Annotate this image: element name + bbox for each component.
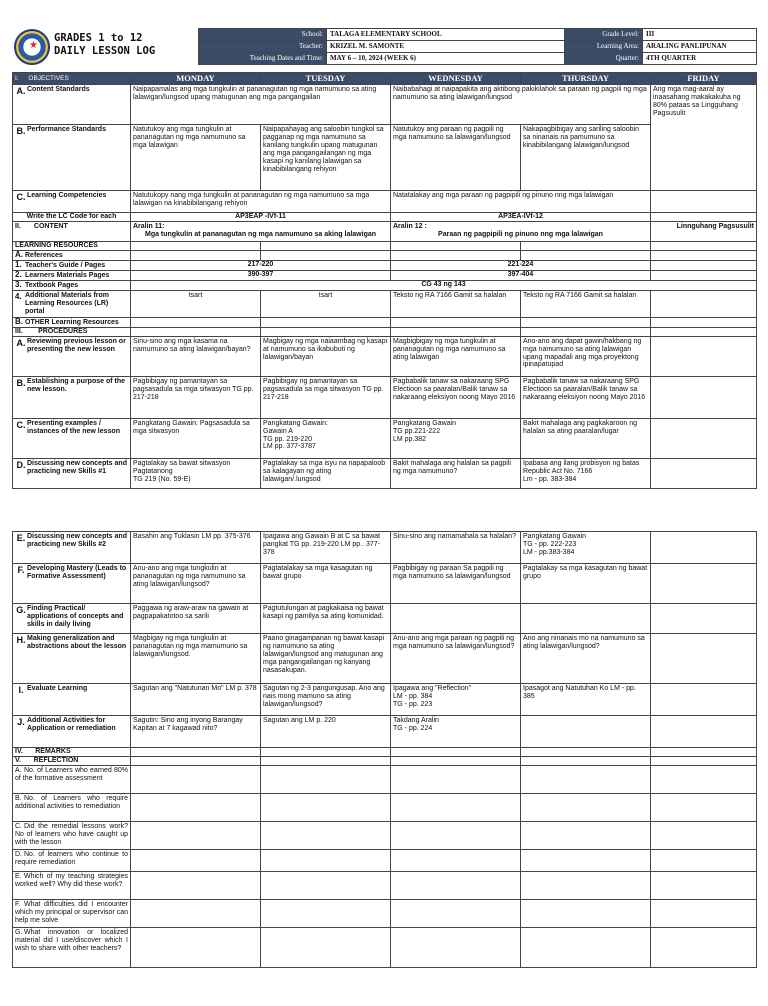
cell: Pagbibigay ng paraan Sa pagpili ng mga namumuno sa lalawigan/lungsod <box>391 564 521 604</box>
cell <box>131 327 261 336</box>
cell <box>521 794 651 822</box>
cell <box>651 604 757 634</box>
info-table <box>198 28 757 65</box>
cell: Naipapamalas ang mga tungkulin at pananagutan ng mga namumuno sa ating lalawigan/lungsod upang matugunan ang mga pangangailan <box>131 85 391 125</box>
cell <box>521 766 651 794</box>
reflection-d-row <box>13 850 757 872</box>
cell: AP3EA-IVf-12 <box>391 213 651 222</box>
row-label: 2. Learners Materials Pages <box>13 271 131 281</box>
cell <box>651 327 757 336</box>
school-label: School: <box>199 29 327 41</box>
procedures-row <box>13 327 757 336</box>
day-wednesday: WEDNESDAY <box>391 73 521 85</box>
row-label: J. Additional Activities for Application or remediation <box>13 716 131 748</box>
teacher-label: Teacher: <box>199 41 327 53</box>
cell: Natutukoy ang paraan ng pagpili ng mga namumuno sa lalawigan/lungsod <box>391 125 521 191</box>
cell <box>651 564 757 604</box>
cell: Bakit mahalaga ang halalan sa pagpili ng mga namumuno? <box>391 458 521 488</box>
row-label: IV. REMARKS <box>13 748 131 757</box>
cell <box>651 376 757 418</box>
additional-materials-row <box>13 291 757 318</box>
row-label: H. Making generalization and abstractions about the lesson <box>13 634 131 684</box>
cell: Pagtalakay sa mga kasagutan ng bawat grupo <box>521 564 651 604</box>
cell <box>651 271 757 281</box>
document-title: GRADES 1 to 12 DAILY LESSON LOG <box>54 32 156 57</box>
school-value: TALAGA ELEMENTARY SCHOOL <box>327 29 565 41</box>
cell: Sinu-sino ang mga kasama na namumuno sa ating lalawigan/bayan? <box>131 336 261 376</box>
references-row <box>13 251 757 261</box>
cell: Pangkatang Gawain TG pp.221-222 LM pp.382 <box>391 418 521 458</box>
row-label: B. No. of Learners who require additional activities to remediation <box>13 794 131 822</box>
cell: Sagutin: Sino ang inyong Barangay Kapitan at 7 kagawad nito? <box>131 716 261 748</box>
grade-label: Grade Level: <box>565 29 643 41</box>
row-label: G.Finding Practical/ applications of concepts and skills in daily living <box>13 604 131 634</box>
cell: 221-224 <box>391 261 651 271</box>
cell <box>521 242 651 251</box>
cell: Pagtutulungan at pagkakaisa ng bawat kasapi ng pamilya sa ating komunidad. <box>261 604 391 634</box>
teacher-value: KRIZEL M. SAMONTE <box>327 41 565 53</box>
cell: Pagbibigay ng pamantayan sa pagsasadula sa mga sitwasyon TG pp. 217-218 <box>261 376 391 418</box>
quarter-label: Quarter: <box>565 53 643 65</box>
row-label: 4. Additional Materials from Learning Resources (LR) portal <box>13 291 131 318</box>
cell: Pangkatang Gawain: Pagsasadula sa mga sitwasyon <box>131 418 261 458</box>
cell <box>651 748 757 757</box>
cell: Naibabahagi at naipapakita ang aktibong pakikilahok sa paraan ng pagpili ng mga namumuno sa ating lalawigan/lungsod <box>391 85 651 125</box>
cell: Natutukopy nang mga tungkulin at pananagutan ng mga namumuno sa mga lalawigan na kinabibilangang rehiyon <box>131 191 391 213</box>
dates-value: MAY 6 – 10, 2024 (WEEK 6) <box>327 53 565 65</box>
cell: Ano ang ninanais mo na namumuno sa ating lalawigan/lungsod? <box>521 634 651 684</box>
cell <box>521 716 651 748</box>
cell <box>391 604 521 634</box>
dates-label: Teaching Dates and Time: <box>199 53 327 65</box>
cell <box>521 822 651 850</box>
row-label: B. Establishing a purpose of the new lesson. <box>13 376 131 418</box>
cell <box>651 822 757 850</box>
row-label: II. CONTENT <box>13 222 131 242</box>
day-monday: MONDAY <box>131 73 261 85</box>
cell <box>391 794 521 822</box>
row-label: C. Presenting examples / instances of the new lesson <box>13 418 131 458</box>
cell: Nakapagbibigay ang sariling saloobin sa ninanais na pamumuno sa kinabibilangang lalawigan/lungsod <box>521 125 651 191</box>
cell <box>131 822 261 850</box>
content-standards-row <box>13 85 757 125</box>
cell <box>521 928 651 968</box>
cell: Ipagawa ang Gawain B at C sa bawat pangkat TG pp. 219-220 LM pp.. 377-378 <box>261 532 391 564</box>
cell <box>521 317 651 327</box>
cell <box>651 872 757 900</box>
lesson-log-table-1 <box>12 72 757 489</box>
cell: Pagtalakay sa mga isyu na napapaloob sa kalagayan ng ating lalawigan/.lungsod <box>261 458 391 488</box>
cell: Sagutan ang LM p. 220 <box>261 716 391 748</box>
cell <box>261 242 391 251</box>
teachers-guide-row <box>13 261 757 271</box>
cell <box>131 794 261 822</box>
cell: tsart <box>261 291 391 318</box>
cell <box>261 822 391 850</box>
reflection-e-row <box>13 872 757 900</box>
procedure-e-row <box>13 532 757 564</box>
procedure-j-row <box>13 716 757 748</box>
cell <box>131 900 261 928</box>
cell <box>651 291 757 318</box>
cell: Sagutan ng 2-3 pangungusap. Ano ang nais mong mamuno sa ating lalawigan/lungsod? <box>261 684 391 716</box>
procedure-g-row <box>13 604 757 634</box>
cell: Magbigay ng mga naiaambag ng kasapi at namumuno sa ikabubuti ng lalawigan/bayan <box>261 336 391 376</box>
cell <box>651 336 757 376</box>
cell <box>651 928 757 968</box>
cell: Ipagawa ang "Reflection" LM - pp. 384 TG - pp. 223 <box>391 684 521 716</box>
cell: Paano ginagampanan ng bawat kasapi ng namumuno sa ating lalawigan/lungsod ang matugunan ang mga pangangailangan ng kanyang nasasakupan. <box>261 634 391 684</box>
cell: Naipapahayag ang saloobin tungkol sa pagganap ng mga namumuno sa kanilang tungkulin upang matugunan ang mga pangangailangan ng mga kasapi ng kanilang lalawigan sa kinabibilangang rehiyon <box>261 125 391 191</box>
learning-resources-row <box>13 242 757 251</box>
cell <box>521 604 651 634</box>
cell <box>391 900 521 928</box>
cell <box>521 327 651 336</box>
cell: Linnguhang Pagsusulit <box>651 222 757 242</box>
cell: CG 43 ng 143 <box>131 281 757 291</box>
cell: Pagbibigay ng pamantayan sa pagsasadula sa mga sitwasyon TG pp. 217-218 <box>131 376 261 418</box>
cell <box>261 766 391 794</box>
row-label: B. Performance Standards <box>13 125 131 191</box>
day-friday: FRIDAY <box>651 73 757 85</box>
procedure-f-row <box>13 564 757 604</box>
cell: Ipabasa ang ilang probisyon ng batas Republic Act No. 7166 Lm - pp. 383-384 <box>521 458 651 488</box>
row-label: E. Which of my teaching strategies worked well? Why did these work? <box>13 872 131 900</box>
day-thursday: THURSDAY <box>521 73 651 85</box>
cell <box>131 872 261 900</box>
lesson-log-table-2 <box>12 531 757 968</box>
row-label: Write the LC Code for each <box>13 213 131 222</box>
reflection-a-row <box>13 766 757 794</box>
row-label: V. REFLECTION <box>13 757 131 766</box>
cell: Teksto ng RA 7166 Gamit sa halalan <box>521 291 651 318</box>
cell <box>651 317 757 327</box>
row-label: F. Developing Mastery (Leads to Formative Assessment) <box>13 564 131 604</box>
row-label: A. No. of Learners who earned 80% of the formative assessment <box>13 766 131 794</box>
cell: Ang mga mag-aaral ay inaasahang makakakuha ng 80% pataas sa Lingguhang Pagsusulit <box>651 85 757 191</box>
row-label: G. What innovation or localized material did I use/discover which I wish to share with other teachers? <box>13 928 131 968</box>
quarter-value: 4TH QUARTER <box>643 53 757 65</box>
cell: Bakit mahalaga ang pagkakaroon ng halalan sa ating paaralan/lugar <box>521 418 651 458</box>
area-label: Learning Area: <box>565 41 643 53</box>
cell: 397-404 <box>391 271 651 281</box>
cell <box>651 634 757 684</box>
row-label: F. What difficulties did I encounter which my principal or supervisor can help me solve <box>13 900 131 928</box>
cell <box>261 757 391 766</box>
cell <box>391 872 521 900</box>
row-label: D. No. of learners who continue to require remediation <box>13 850 131 872</box>
cell <box>391 317 521 327</box>
cell <box>391 757 521 766</box>
row-label: I. Evaluate Learning <box>13 684 131 716</box>
cell: Pagtalakay sa bawat sitwasyon Pagtatanong TG 219 (No. 59-E) <box>131 458 261 488</box>
header <box>12 28 756 66</box>
cell: Pangkatang Gawain: Gawain A TG pp. 219-220 LM pp. 377-3787 <box>261 418 391 458</box>
cell <box>131 251 261 261</box>
cell <box>131 766 261 794</box>
cell: Pagtatalakay sa mga kasagutan ng bawat grupo <box>261 564 391 604</box>
cell: Sagutan ang "Natutunan Mo" LM p. 378 <box>131 684 261 716</box>
cell <box>651 418 757 458</box>
procedure-c-row <box>13 418 757 458</box>
procedure-b-row <box>13 376 757 418</box>
cell: Pagbabalik tanaw sa nakaraang SPG Electioon sa paaralan/Balik tanaw sa nakaraang eleksiyon noong Mayo 2016 <box>521 376 651 418</box>
row-label: 1. Teacher's Guide / Pages <box>13 261 131 271</box>
reflection-row <box>13 757 757 766</box>
cell: Basahin ang Tuklasin LM pp. 375-376 <box>131 532 261 564</box>
cell <box>261 794 391 822</box>
cell: Natutukoy ang mga tungkulin at pananagutan ng mga namumuno sa mga lalawigan <box>131 125 261 191</box>
cell: Sinu-sino ang namamahala sa halalan? <box>391 532 521 564</box>
row-label: III. PROCEDURES <box>13 327 131 336</box>
cell: Natatalakay ang mga paraan ng pagpipili ng pinuno nng mga lalawigan <box>391 191 651 213</box>
procedure-i-row <box>13 684 757 716</box>
other-resources-row <box>13 317 757 327</box>
cell <box>521 872 651 900</box>
remarks-row <box>13 748 757 757</box>
cell <box>521 757 651 766</box>
procedure-h-row <box>13 634 757 684</box>
lc-code-row <box>13 213 757 222</box>
row-label: A. References <box>13 251 131 261</box>
cell: 390-397 <box>131 271 391 281</box>
cell <box>391 748 521 757</box>
cell <box>131 928 261 968</box>
cell: Magbigbigay ng mga tungkulin at pananagutan ng mga namumuno sa ating lalawigan <box>391 336 521 376</box>
cell <box>651 213 757 222</box>
textbook-row <box>13 281 757 291</box>
cell <box>391 251 521 261</box>
cell <box>651 458 757 488</box>
cell <box>131 850 261 872</box>
cell <box>651 716 757 748</box>
cell <box>651 794 757 822</box>
row-label: E. Discussing new concepts and practicing new Skills #2 <box>13 532 131 564</box>
cell <box>261 850 391 872</box>
cell <box>651 684 757 716</box>
grade-value: III <box>643 29 757 41</box>
procedure-d-row <box>13 458 757 488</box>
cell <box>391 327 521 336</box>
cell <box>131 748 261 757</box>
cell: Anu-ano ang mga tungkulin at pananagutan ng mga namumuno sa ating lalawigan/lungsod? <box>131 564 261 604</box>
cell: Pangkatang Gawain TG - pp. 222-223 LM - pp.383-384 <box>521 532 651 564</box>
cell: 217-220 <box>131 261 391 271</box>
cell: Magbigay ng mga tungkulin at pananagutan ng mga mamumuno sa lalawigan/lungsod. <box>131 634 261 684</box>
cell: Takdang Aralin TG - pp. 224 <box>391 716 521 748</box>
cell <box>651 191 757 213</box>
cell <box>521 251 651 261</box>
cell: Anu-ano ang mga paraan ng pagpili ng mga namumuno sa lalawigan/lungsod? <box>391 634 521 684</box>
row-label: C. Did the remedial lessons work? No of learners who have caught up with the lesson <box>13 822 131 850</box>
reflection-g-row <box>13 928 757 968</box>
cell: Ipasagot ang Natutuhan Ko LM - pp. 385 <box>521 684 651 716</box>
cell: Teksto ng RA 7166 Gamit sa halalan <box>391 291 521 318</box>
cell <box>131 757 261 766</box>
cell <box>521 748 651 757</box>
cell <box>391 928 521 968</box>
cell <box>651 766 757 794</box>
row-label: 3. Textbook Pages <box>13 281 131 291</box>
cell <box>521 850 651 872</box>
row-label: A. Reviewing previous lesson or presenting the new lesson <box>13 336 131 376</box>
cell <box>651 850 757 872</box>
deped-seal-icon: ★ <box>14 29 50 65</box>
day-tuesday: TUESDAY <box>261 73 391 85</box>
cell <box>261 251 391 261</box>
cell: AP3EAP -IVf-11 <box>131 213 391 222</box>
learning-competencies-row <box>13 191 757 213</box>
cell <box>261 928 391 968</box>
cell <box>131 317 261 327</box>
cell: Paggawa ng araw-araw na gawain at pagpapakatotoo sa sarili <box>131 604 261 634</box>
cell <box>261 327 391 336</box>
cell <box>521 900 651 928</box>
objectives-header: I. OBJECTIVES <box>13 73 131 85</box>
cell <box>261 317 391 327</box>
cell <box>261 872 391 900</box>
content-row <box>13 222 757 242</box>
row-label: A. Content Standards <box>13 85 131 125</box>
cell: Aralin 12 : Paraan ng pagpipili ng pinuno nng mga lalawigan <box>391 222 651 242</box>
row-label: LEARNING RESOURCES <box>13 242 131 251</box>
cell <box>651 900 757 928</box>
cell <box>651 757 757 766</box>
procedure-a-row <box>13 336 757 376</box>
cell: Aralin 11: Mga tungkulin at pananagutan ng mga namumuno sa aking lalawigan <box>131 222 391 242</box>
area-value: ARALING PANLIPUNAN <box>643 41 757 53</box>
day-header-row <box>13 73 757 85</box>
cell: tsart <box>131 291 261 318</box>
learners-materials-row <box>13 271 757 281</box>
cell <box>391 850 521 872</box>
cell <box>391 822 521 850</box>
cell: Pagbabalik tanaw sa nakaraang SPG Electioon sa paaralan/Balik tanaw sa nakaraang eleksiyon noong Mayo 2016 <box>391 376 521 418</box>
reflection-f-row <box>13 900 757 928</box>
cell <box>391 242 521 251</box>
cell <box>391 766 521 794</box>
cell <box>651 532 757 564</box>
cell <box>651 242 757 251</box>
reflection-b-row <box>13 794 757 822</box>
reflection-c-row <box>13 822 757 850</box>
cell <box>261 900 391 928</box>
row-label: B. OTHER Learning Resources <box>13 317 131 327</box>
cell <box>651 251 757 261</box>
cell <box>131 242 261 251</box>
row-label: C. Learning Competencies <box>13 191 131 213</box>
cell <box>261 748 391 757</box>
row-label: D. Discussing new concepts and practicing new Skills #1 <box>13 458 131 488</box>
performance-standards-row <box>13 125 757 191</box>
cell <box>651 261 757 271</box>
cell: Ano-ano ang dapat gawin/hakbang ng mga namumuno sa ating lalawigan upang mapadali ang mga proyektong ipinapatupad <box>521 336 651 376</box>
